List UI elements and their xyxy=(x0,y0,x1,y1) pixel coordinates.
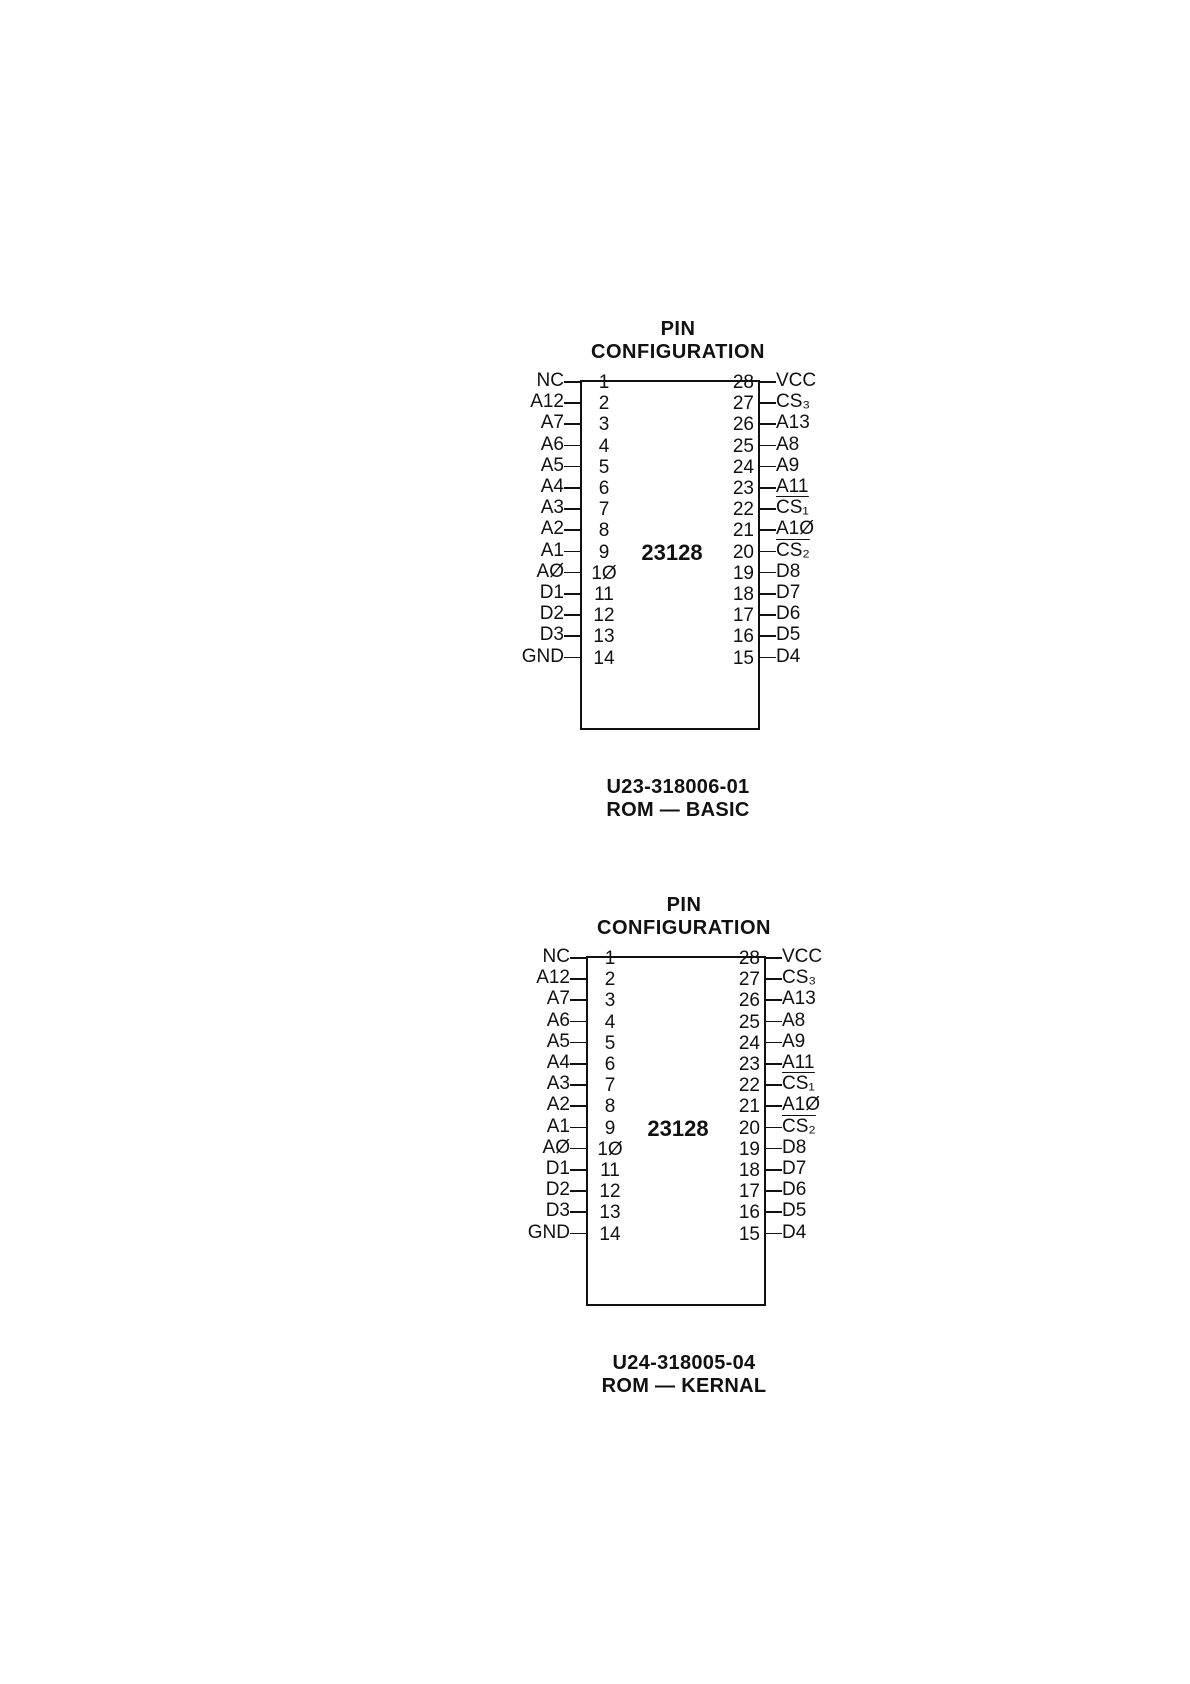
part-number: U23-318006-01 xyxy=(606,776,750,798)
chip-outline xyxy=(580,372,760,730)
pin-lead-right xyxy=(760,593,776,595)
pin-number-left: 1Ø xyxy=(597,1138,623,1160)
pin-label-right: VCC xyxy=(782,946,823,967)
pin-label-left: GND xyxy=(521,645,564,667)
pin-label-right: A1Ø xyxy=(776,518,815,540)
pin-number-right: 21 xyxy=(732,520,754,542)
pin-number-left: 6 xyxy=(604,1054,616,1075)
pin-label-left: AØ xyxy=(542,1136,570,1158)
pin-lead-left xyxy=(570,1127,586,1129)
pin-number-left: 8 xyxy=(604,1096,616,1118)
pin-number-left: 4 xyxy=(598,435,610,457)
pin-label-left: D1 xyxy=(545,1158,570,1179)
pin-label-right: D4 xyxy=(776,645,801,667)
pin-label-right: A13 xyxy=(776,412,810,434)
pin-label-right: CS₃ xyxy=(782,967,817,989)
pin-lead-right xyxy=(766,1127,782,1129)
pin-lead-left xyxy=(564,635,580,637)
pin-number-right: 25 xyxy=(738,1011,760,1033)
pin-lead-left xyxy=(570,957,586,959)
pin-label-left: A12 xyxy=(536,967,570,989)
part-number: U24-318005-04 xyxy=(612,1352,756,1374)
diagram-title-line2: CONFIGURATION xyxy=(597,917,771,939)
pin-label-left: A4 xyxy=(546,1052,570,1073)
pin-label-right: A8 xyxy=(776,433,800,455)
pin-lead-left xyxy=(570,999,586,1001)
diagram-title-line1: PIN xyxy=(660,318,696,340)
pin-lead-left xyxy=(564,593,580,595)
pin-lead-left xyxy=(570,1233,586,1235)
pin-number-left: 4 xyxy=(604,1011,616,1033)
pin-lead-right xyxy=(760,614,776,616)
pin-label-right: D5 xyxy=(782,1200,807,1222)
pin-number-right: 16 xyxy=(738,1202,760,1224)
pin-label-right: A9 xyxy=(776,454,800,476)
pin-label-right: A13 xyxy=(782,988,816,1010)
pin-number-right: 15 xyxy=(738,1223,760,1245)
pin-label-left: NC xyxy=(536,370,564,391)
pin-number-right: 27 xyxy=(738,969,760,991)
pin-lead-left xyxy=(570,978,586,980)
pin-number-left: 2 xyxy=(604,969,616,991)
pin-lead-right xyxy=(766,978,782,980)
pin-lead-right xyxy=(760,402,776,404)
pin-number-left: 14 xyxy=(599,1223,621,1245)
pin-lead-right xyxy=(766,1169,782,1171)
pin-number-right: 22 xyxy=(738,1075,760,1097)
pin-number-left: 12 xyxy=(599,1181,621,1203)
pin-number-right: 20 xyxy=(738,1117,760,1139)
pin-lead-left xyxy=(564,508,580,510)
pin-lead-left xyxy=(570,1084,586,1086)
pin-lead-left xyxy=(564,614,580,616)
pin-label-right: VCC xyxy=(776,370,817,391)
pin-label-right: CS₁ xyxy=(776,497,809,519)
pin-number-left: 2 xyxy=(598,393,610,415)
pin-label-right: D6 xyxy=(782,1179,807,1201)
pin-number-left: 7 xyxy=(598,499,610,521)
pin-number-right: 19 xyxy=(732,562,754,584)
pin-lead-left xyxy=(564,572,580,574)
pin-lead-right xyxy=(760,529,776,531)
pin-number-left: 9 xyxy=(598,541,610,563)
chip-label: 23128 xyxy=(647,1116,709,1141)
pin-lead-right xyxy=(766,1042,782,1044)
pin-number-right: 26 xyxy=(732,414,754,436)
pin-number-right: 18 xyxy=(738,1160,760,1181)
pin-label-right: CS₂ xyxy=(782,1115,816,1137)
pin-label-left: D3 xyxy=(545,1200,570,1222)
pin-number-left: 6 xyxy=(598,478,610,499)
pin-label-left: A5 xyxy=(546,1030,570,1052)
pin-lead-left xyxy=(564,423,580,425)
chip-outline xyxy=(586,948,766,1306)
pin-label-left: A2 xyxy=(546,1094,570,1116)
pin-label-left: A7 xyxy=(546,988,570,1010)
pin-lead-right xyxy=(760,572,776,574)
pin-label-left: D2 xyxy=(545,1179,570,1201)
pin-label-left: A3 xyxy=(540,497,564,519)
pin-number-right: 28 xyxy=(738,948,760,969)
pin-lead-right xyxy=(766,1084,782,1086)
pin-number-left: 9 xyxy=(604,1117,616,1139)
pin-lead-left xyxy=(570,1063,586,1065)
pin-number-right: 24 xyxy=(732,456,754,478)
pin-label-right: CS₃ xyxy=(776,391,811,413)
pin-number-left: 11 xyxy=(600,1160,620,1181)
pin-number-left: 5 xyxy=(604,1032,616,1054)
pin-label-right: D4 xyxy=(782,1221,807,1243)
pin-number-right: 26 xyxy=(738,990,760,1012)
chip-label: 23128 xyxy=(641,540,703,565)
pin-label-left: A4 xyxy=(540,476,564,497)
pin-label-right: D8 xyxy=(776,560,801,582)
pin-number-right: 27 xyxy=(732,393,754,415)
pin-number-left: 13 xyxy=(593,626,615,648)
pin-lead-left xyxy=(564,657,580,659)
pin-number-left: 8 xyxy=(598,520,610,542)
diagram-title-line2: CONFIGURATION xyxy=(591,341,765,363)
pin-number-left: 3 xyxy=(604,990,616,1012)
pin-lead-right xyxy=(766,1190,782,1192)
pin-number-right: 16 xyxy=(732,626,754,648)
pin-label-right: D5 xyxy=(776,624,801,646)
pin-number-right: 23 xyxy=(732,478,754,499)
pin-lead-left xyxy=(570,1169,586,1171)
pin-lead-left xyxy=(564,402,580,404)
pin-label-right: D7 xyxy=(776,582,801,603)
pin-label-left: GND xyxy=(527,1221,570,1243)
pin-label-right: CS₁ xyxy=(782,1073,815,1095)
pin-lead-right xyxy=(760,487,776,489)
pin-label-left: A5 xyxy=(540,454,564,476)
pin-number-left: 7 xyxy=(604,1075,616,1097)
pin-number-right: 22 xyxy=(732,499,754,521)
pin-lead-right xyxy=(760,635,776,637)
pin-diagram-kernal xyxy=(504,888,864,1408)
pin-label-left: D2 xyxy=(539,603,564,625)
pin-lead-right xyxy=(760,423,776,425)
pin-label-left: A6 xyxy=(546,1009,570,1031)
pin-label-right: D6 xyxy=(776,603,801,625)
pin-label-right: D7 xyxy=(782,1158,807,1179)
pin-number-right: 21 xyxy=(738,1096,760,1118)
pin-lead-left xyxy=(564,445,580,447)
pin-number-right: 20 xyxy=(732,541,754,563)
pin-label-left: NC xyxy=(542,946,570,967)
pin-lead-right xyxy=(766,1233,782,1235)
pin-number-left: 1 xyxy=(598,372,610,393)
pin-number-right: 23 xyxy=(738,1054,760,1075)
pin-label-left: A1 xyxy=(546,1115,570,1137)
pin-lead-right xyxy=(766,1105,782,1107)
pin-lead-left xyxy=(564,381,580,383)
pin-lead-right xyxy=(766,1021,782,1023)
pin-lead-left xyxy=(564,551,580,553)
pin-number-left: 14 xyxy=(593,647,615,669)
pin-lead-right xyxy=(766,999,782,1001)
pin-number-right: 24 xyxy=(738,1032,760,1054)
pin-number-right: 15 xyxy=(732,647,754,669)
pin-label-left: A2 xyxy=(540,518,564,540)
pin-number-right: 25 xyxy=(732,435,754,457)
pin-lead-right xyxy=(760,508,776,510)
pin-label-right: A1Ø xyxy=(782,1094,821,1116)
pin-lead-right xyxy=(760,551,776,553)
pin-lead-right xyxy=(766,1148,782,1150)
pin-label-right: D8 xyxy=(782,1136,807,1158)
pin-lead-right xyxy=(766,957,782,959)
diagram-title-line1: PIN xyxy=(666,894,702,916)
pin-lead-left xyxy=(570,1105,586,1107)
pin-lead-right xyxy=(760,657,776,659)
part-description: ROM — BASIC xyxy=(606,799,750,821)
pin-number-right: 28 xyxy=(732,372,754,393)
pin-label-right: CS₂ xyxy=(776,539,810,561)
pin-lead-right xyxy=(760,381,776,383)
pin-lead-right xyxy=(760,445,776,447)
pin-lead-left xyxy=(570,1211,586,1213)
pin-lead-left xyxy=(570,1042,586,1044)
pin-number-left: 3 xyxy=(598,414,610,436)
pin-label-left: AØ xyxy=(536,560,564,582)
pin-number-left: 5 xyxy=(598,456,610,478)
pin-number-left: 12 xyxy=(593,605,615,627)
pin-number-left: 13 xyxy=(599,1202,621,1224)
pin-label-left: A12 xyxy=(530,391,564,413)
pin-lead-right xyxy=(766,1063,782,1065)
pin-label-left: D3 xyxy=(539,624,564,646)
pin-lead-left xyxy=(570,1190,586,1192)
pin-diagram-basic xyxy=(498,312,858,832)
pin-number-left: 1 xyxy=(604,948,616,969)
pin-lead-left xyxy=(564,466,580,468)
pin-number-right: 18 xyxy=(732,584,754,605)
pin-number-right: 17 xyxy=(732,605,754,627)
pin-lead-left xyxy=(564,487,580,489)
pin-number-right: 17 xyxy=(738,1181,760,1203)
pin-label-right: A9 xyxy=(782,1030,806,1052)
pin-lead-left xyxy=(570,1148,586,1150)
pin-label-left: A7 xyxy=(540,412,564,434)
pin-label-right: A11 xyxy=(776,476,809,497)
part-description: ROM — KERNAL xyxy=(601,1375,767,1397)
pin-lead-left xyxy=(564,529,580,531)
pin-lead-right xyxy=(760,466,776,468)
pin-label-right: A8 xyxy=(782,1009,806,1031)
pin-label-left: A3 xyxy=(546,1073,570,1095)
pin-label-right: A11 xyxy=(782,1052,815,1073)
pin-label-left: D1 xyxy=(539,582,564,603)
pin-label-left: A6 xyxy=(540,433,564,455)
pin-lead-right xyxy=(766,1211,782,1213)
pin-label-left: A1 xyxy=(540,539,564,561)
pin-number-left: 11 xyxy=(594,584,614,605)
pin-number-left: 1Ø xyxy=(591,562,617,584)
pin-lead-left xyxy=(570,1021,586,1023)
pin-number-right: 19 xyxy=(738,1138,760,1160)
